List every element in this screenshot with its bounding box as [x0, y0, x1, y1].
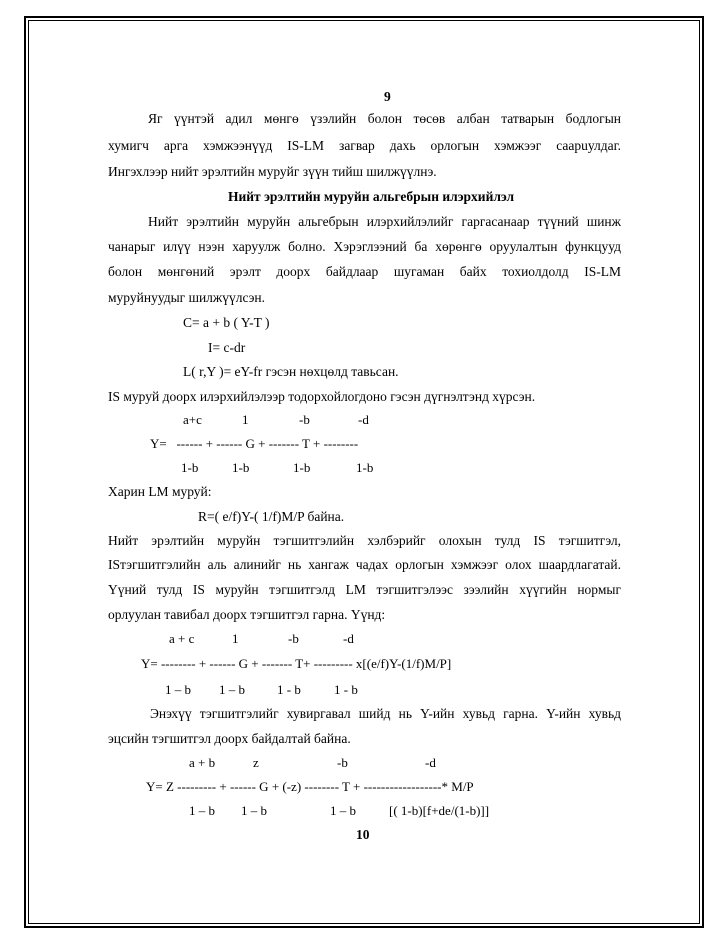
- paragraph2-line3: болон мөнгөний эрэлт доорх байдлаар шугаман байх тохиолдолд IS-LM: [108, 264, 621, 279]
- is-denominator-4: 1-b: [356, 460, 374, 475]
- is-numerator-3: -b: [299, 412, 310, 427]
- final-numerator-4: -d: [425, 755, 436, 770]
- section-heading: Нийт эрэлтийн муруйн альгебрын илэрхийлэл: [228, 189, 515, 204]
- ad-numerator-4: -d: [343, 631, 354, 646]
- paragraph2-line4: муруйнуудыг шилжүүлсэн.: [108, 290, 266, 305]
- is-numerator-4: -d: [358, 412, 369, 427]
- is-denominator-1: 1-b: [181, 460, 199, 475]
- paragraph4-line1: Энэхүү тэгшитгэлийг хувиргавал шийд нь Y-ийн хувьд гарна. Y-ийн хувьд: [150, 706, 621, 721]
- ad-numerator-2: 1: [232, 631, 239, 646]
- lm-formula: R=( e/f)Y-( 1/f)M/P байна.: [198, 509, 345, 524]
- final-numerator-3: -b: [337, 755, 348, 770]
- paragraph3-line1: Нийт эрэлтийн муруйн тэгшитгэлийн хэлбэрийг олохын тулд IS тэгшитгэл,: [108, 533, 621, 548]
- paragraph3-line3: Үүний тулд IS муруйн тэгшитгэлд LM тэгшитгэлээс зээлийн хүүгийн нормыг: [108, 582, 621, 597]
- final-numerator-2: z: [253, 755, 259, 770]
- is-intro: IS муруй доорх илэрхийлэлээр тодорхойлогдоно гэсэн дүгнэлтэнд хүрсэн.: [108, 389, 536, 404]
- ad-formula-line: Y= -------- + ------ G + ------- T+ --------- x[(e/f)Y-(1/f)M/P]: [141, 656, 452, 671]
- paragraph4-line2: эцсийн тэгшитгэл доорх байдалтай байна.: [108, 731, 351, 746]
- final-formula-line: Y= Z --------- + ------ G + (-z) -------- T + ------------------* M/P: [146, 779, 474, 794]
- money-demand-equation: L( r,Y )= eY-fr гэсэн нөхцөлд тавьсан.: [183, 364, 399, 379]
- paragraph1-line1: Яг үүнтэй адил мөнгө үзэлийн болон төсөв албан татварын бодлогын: [148, 111, 621, 126]
- ad-denominator-1: 1 – b: [165, 682, 191, 697]
- final-denominator-4: [( 1-b)[f+de/(1-b)]]: [389, 803, 490, 818]
- ad-numerator-3: -b: [288, 631, 299, 646]
- investment-equation: I= c-dr: [208, 340, 246, 355]
- paragraph2-line1: Нийт эрэлтийн муруйн альгебрын илэрхийлэлийг гаргасанаар түүний шинж: [148, 214, 621, 229]
- final-denominator-1: 1 – b: [189, 803, 215, 818]
- paragraph1-line3: Ингэхлээр нийт эрэлтийн муруйг зүүн тийш шилжүүлнэ.: [108, 164, 437, 179]
- final-denominator-3: 1 – b: [330, 803, 356, 818]
- is-formula-line: Y= ------ + ------ G + ------- T + --------: [150, 436, 359, 451]
- consumption-equation: C= a + b ( Y-T ): [183, 315, 270, 330]
- is-denominator-3: 1-b: [293, 460, 311, 475]
- ad-denominator-3: 1 - b: [277, 682, 301, 697]
- paragraph3-line2: ISтэгшитгэлийн аль алинийг нь хангаж чадах орлогын хэмжээг олох шаардлагатай.: [108, 557, 621, 572]
- paragraph1-line2: хумигч арга хэмжээнүүд IS-LM загвар дахь орлогын хэмжээг саарuулдаг.: [108, 138, 621, 153]
- is-numerator-1: a+c: [183, 412, 202, 427]
- page-number-top: 9: [384, 89, 391, 104]
- page-number-bottom: 10: [356, 827, 370, 842]
- final-denominator-2: 1 – b: [241, 803, 267, 818]
- is-numerator-2: 1: [242, 412, 249, 427]
- paragraph3-line4: орлуулан тавибал доорх тэгшитгэл гарна. Үүнд:: [108, 607, 386, 622]
- paragraph2-line2: чанарыг илүү нээн харуулж болно. Хэрэглээний ба хөрөнгө оруулалтын функцууд: [108, 239, 621, 254]
- final-numerator-1: a + b: [189, 755, 216, 770]
- lm-intro: Харин LM муруй:: [108, 484, 212, 499]
- ad-denominator-4: 1 - b: [334, 682, 358, 697]
- is-denominator-2: 1-b: [232, 460, 250, 475]
- ad-numerator-1: a + c: [169, 631, 195, 646]
- ad-denominator-2: 1 – b: [219, 682, 245, 697]
